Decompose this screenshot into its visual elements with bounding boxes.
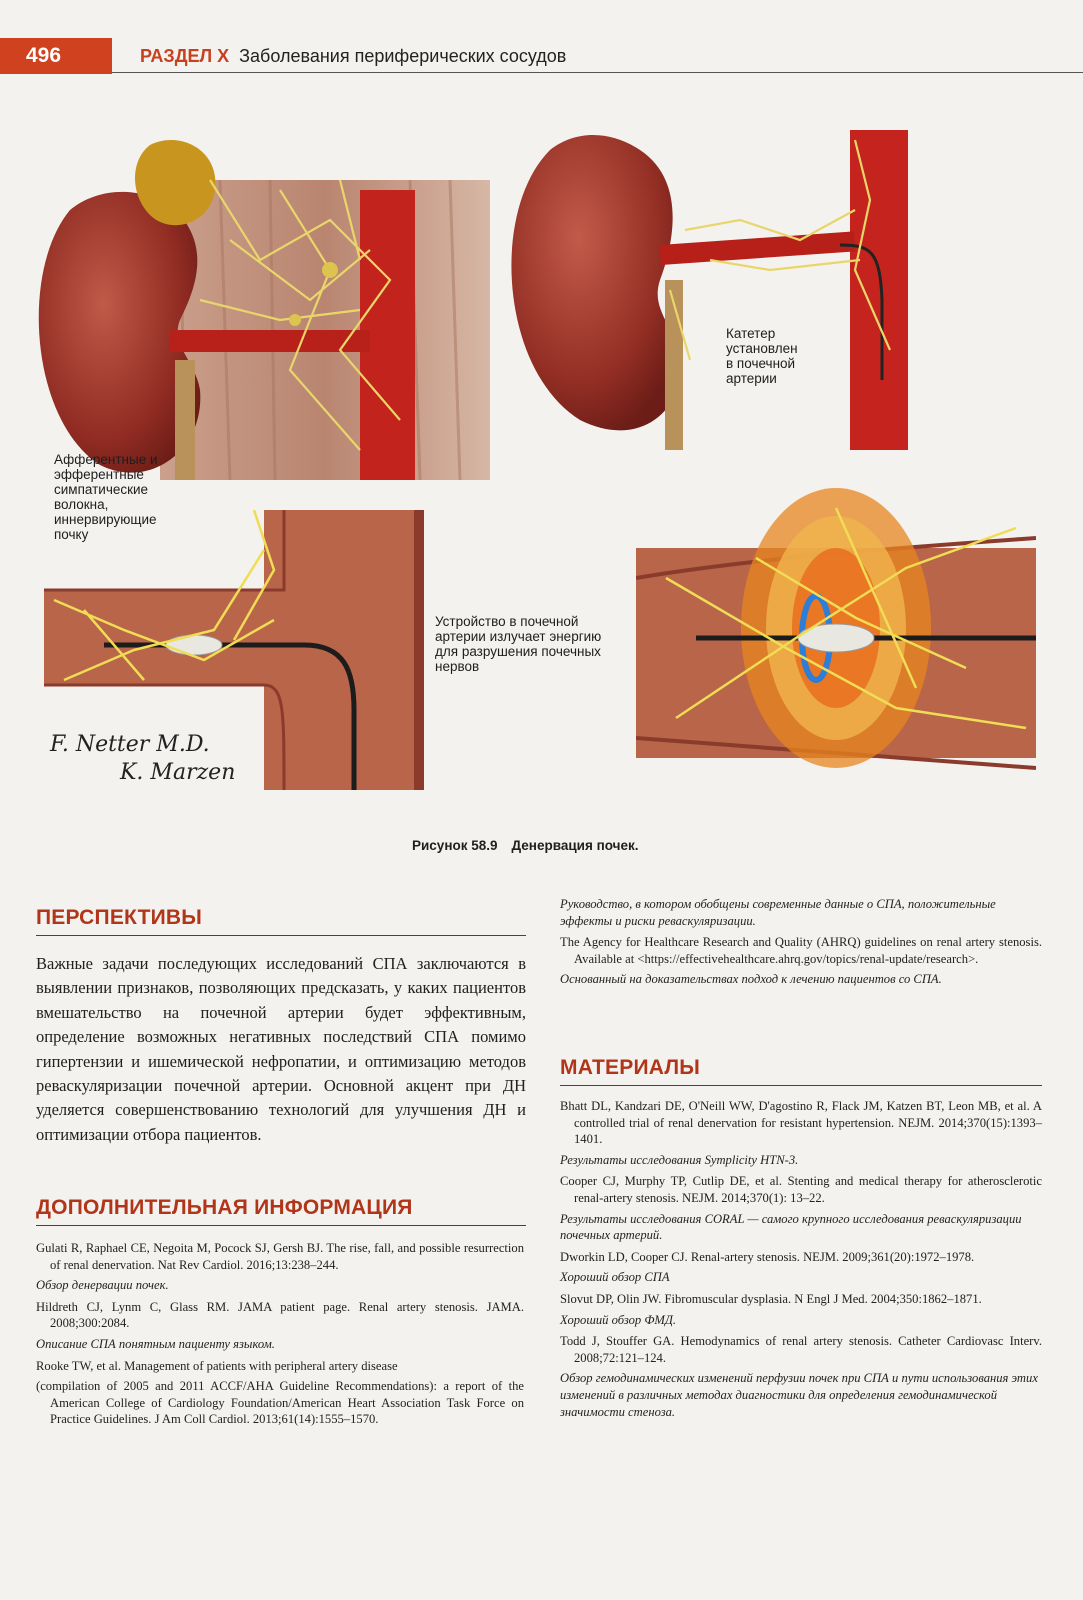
materials-references — [560, 1098, 1042, 1425]
section-title: Заболевания периферических сосудов — [239, 46, 567, 66]
kidney-nerves-illustration — [30, 120, 500, 480]
reference-entry: Hildreth CJ, Lynm C, Glass RM. JAMA patient page. Renal artery stenosis. JAMA. 2008;300:2084. — [36, 1299, 524, 1331]
figure-caption — [412, 838, 639, 853]
signature-marzen: K. Marzen — [120, 760, 236, 785]
reference-note: Результаты исследования CORAL — самого крупного исследования реваскуляризации почечных артерий. — [560, 1211, 1022, 1243]
reference-entry: Slovut DP, Olin JW. Fibromuscular dysplasia. N Engl J Med. 2004;350:1862–1871. — [560, 1291, 982, 1306]
heading-rule — [36, 1225, 526, 1226]
heading-rule — [560, 1085, 1042, 1086]
figure-caption-text: Денервация почек. — [511, 838, 639, 853]
running-head — [140, 46, 566, 67]
reference-entry: (compilation of 2005 and 2011 ACCF/AHA Guideline Recommendations): a report of the American College of Cardiology Foundation/American Heart Association Task Force on Practice Guidelines. J Am Coll Cardiol. 2013;61(14):1555–1570. — [36, 1379, 524, 1427]
reference-note: Хороший обзор СПА — [560, 1270, 670, 1285]
page-number: 496 — [26, 44, 62, 67]
reference-entry: Cooper CJ, Murphy TP, Cutlip DE, et al. Stenting and medical therapy for atherosclerotic renal-artery stenosis. NEJM. 2014;370(1): 13–22. — [560, 1174, 1042, 1205]
reference-entry: Todd J, Stouffer GA. Hemodynamics of renal artery stenosis. Catheter Cardiovasc Interv. 2008;72:121–124. — [560, 1334, 1042, 1365]
reference-note: Описание СПА понятным пациенту языком. — [36, 1336, 275, 1351]
reference-entry: The Agency for Healthcare Research and Quality (AHRQ) guidelines on renal artery stenosis. Available at <https://effectivehealthcare.ahrq.gov/topics/renal-update/research>. — [560, 935, 1042, 966]
header-rule — [112, 72, 1083, 73]
additional-info-references — [36, 1240, 524, 1432]
reference-note: Обзор денервации почек. — [36, 1278, 169, 1293]
reference-entry: Rooke TW, et al. Management of patients with peripheral artery disease — [36, 1358, 398, 1373]
reference-note: Основанный на доказательствах подход к лечению пациентов со СПА. — [560, 972, 942, 987]
reference-note: Хороший обзор ФМД. — [560, 1312, 677, 1327]
section-label: РАЗДЕЛ X — [140, 46, 230, 66]
reference-entry: Bhatt DL, Kandzari DE, O'Neill WW, D'agostino R, Flack JM, Katzen BT, Leon MB, et al. A controlled trial of renal denervation for resistant hypertension. NEJM. 2014;370(15):1393–1401. — [560, 1099, 1042, 1147]
guidelines-references — [560, 896, 1042, 993]
catheter-kidney-illustration — [510, 120, 940, 450]
label-device: Устройство в почечной артерии излучает энергию для разрушения почечных нервов — [435, 614, 602, 674]
reference-note: Результаты исследования Symplicity HTN-3. — [560, 1152, 799, 1167]
label-afferent-fibers: Афферентные и эфферентные симпатические волокна, иннервирующие почку — [54, 452, 158, 542]
heading-rule — [36, 935, 526, 936]
figure-caption-number: Рисунок 58.9 — [412, 838, 498, 853]
signature-netter: F. Netter M.D. — [50, 732, 210, 757]
reference-entry: Dworkin LD, Cooper CJ. Renal-artery stenosis. NEJM. 2009;361(20):1972–1978. — [560, 1249, 975, 1264]
reference-note: Обзор гемодинамических изменений перфузии почек при СПА и пути использования этих изменений в различных методах диагностики для определения гемодинамической значимости стеноза. — [560, 1371, 1038, 1419]
label-catheter: Катетер установлен в почечной артерии — [726, 326, 798, 386]
denervation-device-illustration — [636, 488, 1036, 808]
heading-materials: МАТЕРИАЛЫ — [560, 1056, 701, 1079]
heading-additional-info: ДОПОЛНИТЕЛЬНАЯ ИНФОРМАЦИЯ — [36, 1196, 413, 1219]
reference-entry: Gulati R, Raphael CE, Negoita M, Pocock SJ, Gersh BJ. The rise, fall, and possible resurrection of renal denervation. Nat Rev Cardiol. 2016;13:238–244. — [36, 1241, 524, 1272]
perspectives-paragraph: Важные задачи последующих исследований СПА заключаются в выявлении признаков, позволяющих предсказать, у каких пациентов вмешательство на почечной артерии будет эффективным, определение возможных негативных последствий СПА помимо гипертензии и ишемической нефропатии, и оптимизацию методов реваскуляризации почечной артерии. Основной акцент при ДН уделяется совершенствованию технологий для улучшения ДН и оптимизации отбора пациентов. — [36, 954, 526, 1144]
reference-note: Руководство, в котором обобщены современные данные о СПА, положительные эффекты и риски реваскуляризации. — [560, 897, 996, 928]
heading-perspectives: ПЕРСПЕКТИВЫ — [36, 906, 203, 929]
